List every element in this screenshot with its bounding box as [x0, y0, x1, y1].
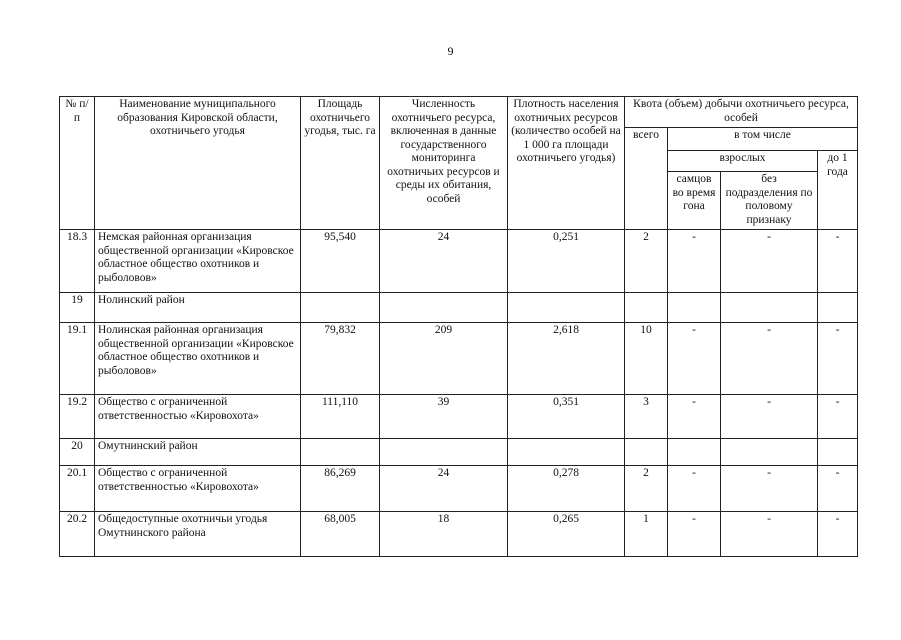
quota-table — [59, 96, 858, 557]
cell-total: 1 — [625, 512, 668, 557]
cell-no: 20 — [60, 439, 95, 466]
cell-no: 19.1 — [60, 323, 95, 395]
cell-empty — [301, 439, 380, 466]
cell-density: 0,351 — [508, 395, 625, 439]
header-name: Наименование муниципального образования Кировской области, охотничьего угодья — [95, 97, 301, 230]
cell-area: 68,005 — [301, 512, 380, 557]
header-area: Площадь охотничьего угодья, тыс. га — [301, 97, 380, 230]
cell-density: 2,618 — [508, 323, 625, 395]
header-quota: Квота (объем) добычи охотничьего ресурса, особей — [625, 97, 858, 128]
cell-name: Нолинский район — [95, 293, 301, 323]
cell-empty — [380, 439, 508, 466]
cell-empty — [668, 439, 721, 466]
cell-name: Общество с ограниченной ответственностью «Кировохота» — [95, 466, 301, 512]
cell-under1: - — [818, 230, 858, 293]
cell-no: 19.2 — [60, 395, 95, 439]
cell-males: - — [668, 395, 721, 439]
cell-under1: - — [818, 323, 858, 395]
cell-under1: - — [818, 512, 858, 557]
cell-males: - — [668, 230, 721, 293]
cell-total: 2 — [625, 466, 668, 512]
cell-name: Омутнинский район — [95, 439, 301, 466]
cell-area: 95,540 — [301, 230, 380, 293]
cell-density: 0,278 — [508, 466, 625, 512]
cell-empty — [301, 293, 380, 323]
cell-nosex: - — [721, 512, 818, 557]
cell-nosex: - — [721, 466, 818, 512]
cell-males: - — [668, 466, 721, 512]
section-row — [60, 439, 858, 466]
page-number: 9 — [447, 44, 454, 58]
cell-total: 3 — [625, 395, 668, 439]
cell-nosex: - — [721, 323, 818, 395]
cell-count: 24 — [380, 230, 508, 293]
cell-nosex: - — [721, 395, 818, 439]
header-nosex: без подразделения по половому признаку — [721, 172, 818, 230]
cell-empty — [508, 439, 625, 466]
header-adults: взрослых — [668, 151, 818, 172]
cell-males: - — [668, 512, 721, 557]
cell-empty — [818, 439, 858, 466]
cell-area: 79,832 — [301, 323, 380, 395]
header-under1: до 1 года — [818, 151, 858, 230]
cell-count: 209 — [380, 323, 508, 395]
cell-area: 86,269 — [301, 466, 380, 512]
cell-total: 2 — [625, 230, 668, 293]
cell-no: 20.1 — [60, 466, 95, 512]
cell-empty — [818, 293, 858, 323]
cell-area: 111,110 — [301, 395, 380, 439]
header-males: самцов во время гона — [668, 172, 721, 230]
cell-name: Немская районная организация общественной организации «Кировское областное общество охотников и рыболовов» — [95, 230, 301, 293]
cell-empty — [625, 293, 668, 323]
table-row — [60, 512, 858, 557]
cell-empty — [508, 293, 625, 323]
cell-no: 20.2 — [60, 512, 95, 557]
table-row — [60, 323, 858, 395]
cell-count: 18 — [380, 512, 508, 557]
cell-no: 18.3 — [60, 230, 95, 293]
cell-empty — [668, 293, 721, 323]
table-header — [60, 97, 858, 230]
cell-count: 39 — [380, 395, 508, 439]
cell-under1: - — [818, 395, 858, 439]
cell-nosex: - — [721, 230, 818, 293]
table-row — [60, 230, 858, 293]
header-count: Численность охотничьего ресурса, включенная в данные государственного мониторинга охотничьих ресурсов и среды их обитания, особей — [380, 97, 508, 230]
section-row — [60, 293, 858, 323]
cell-name: Общедоступные охотничьи угодья Омутнинского района — [95, 512, 301, 557]
table-row — [60, 466, 858, 512]
header-density: Плотность населения охотничьих ресурсов (количество особей на 1 000 га площади охотничьего угодья) — [508, 97, 625, 230]
table-row — [60, 395, 858, 439]
table-body — [60, 230, 858, 557]
cell-males: - — [668, 323, 721, 395]
cell-total: 10 — [625, 323, 668, 395]
cell-count: 24 — [380, 466, 508, 512]
header-no: № п/п — [60, 97, 95, 230]
cell-density: 0,251 — [508, 230, 625, 293]
header-total: всего — [625, 128, 668, 230]
cell-under1: - — [818, 466, 858, 512]
cell-density: 0,265 — [508, 512, 625, 557]
cell-empty — [380, 293, 508, 323]
cell-empty — [625, 439, 668, 466]
cell-empty — [721, 293, 818, 323]
cell-empty — [721, 439, 818, 466]
cell-name: Нолинская районная организация общественной организации «Кировское областное общество охотников и рыболовов» — [95, 323, 301, 395]
cell-no: 19 — [60, 293, 95, 323]
cell-name: Общество с ограниченной ответственностью «Кировохота» — [95, 395, 301, 439]
header-including: в том числе — [668, 128, 858, 151]
